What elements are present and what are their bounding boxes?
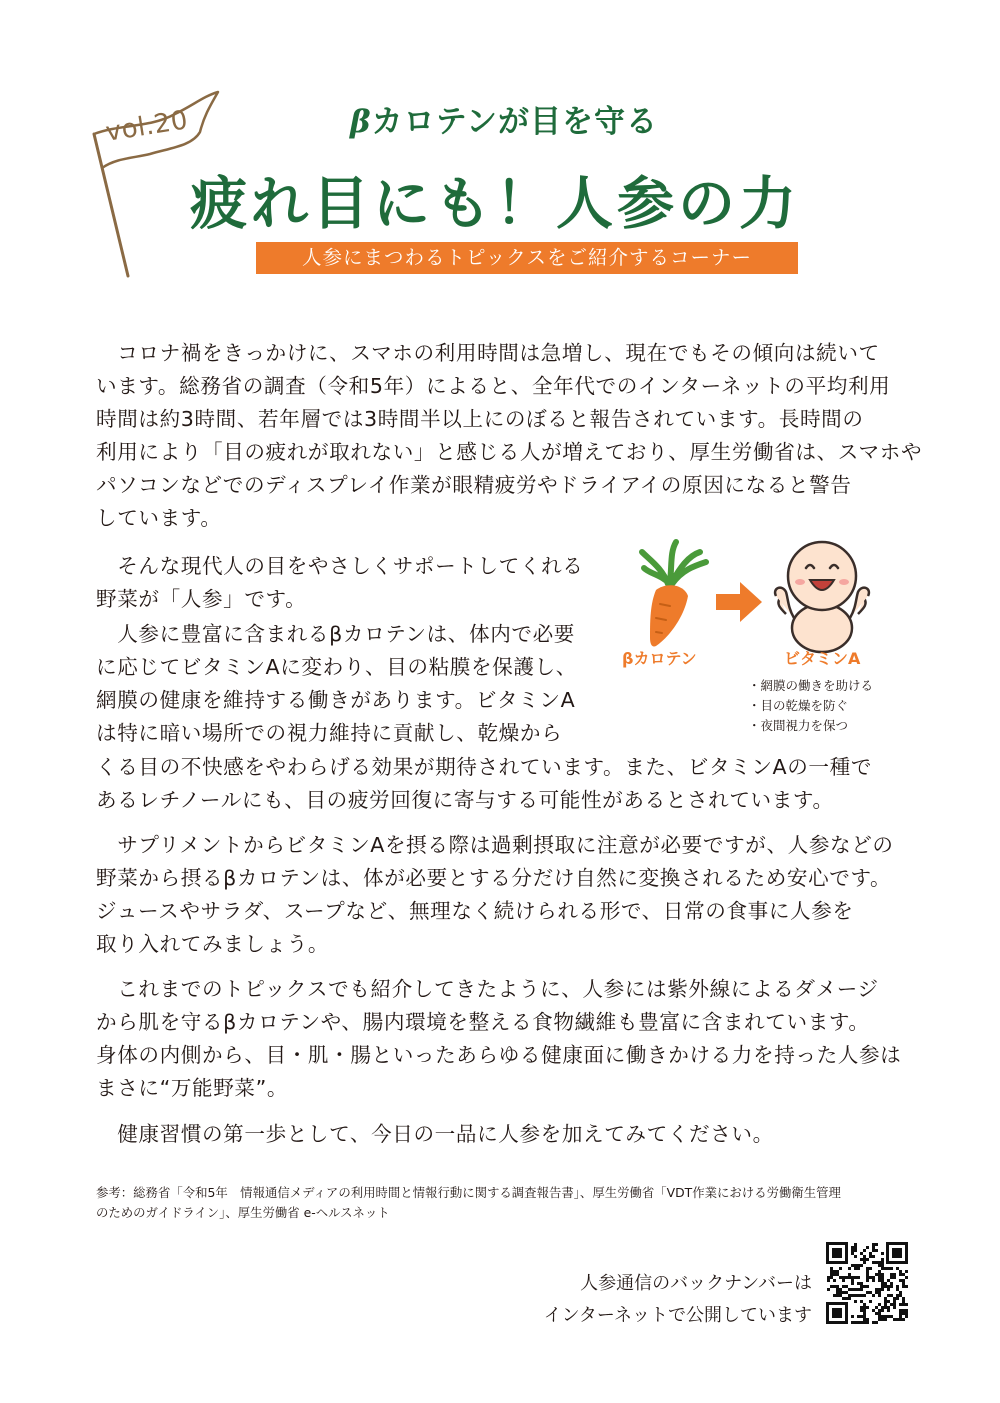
text-line: これまでのトピックスでも紹介してきたように、人参には紫外線によるダメージ <box>96 977 879 1001</box>
text-line: あるレチノールにも、目の疲労回復に寄与する可能性があるとされています。 <box>96 788 834 812</box>
paragraph-beta-carotene-continued <box>96 751 916 817</box>
text-line: そんな現代人の目をやさしくサポートしてくれる <box>96 554 584 578</box>
text-line: から肌を守るβカロテンや、腸内環境を整える食物繊維も豊富に含まれています。 <box>96 1010 870 1034</box>
paragraph-intro <box>96 337 923 535</box>
text-line: います。総務省の調査（令和5年）によると、全年代でのインターネットの平均利用 <box>96 374 891 398</box>
text-line: しています。 <box>96 506 222 530</box>
text-line: 身体の内側から、目・肌・腸といったあらゆる健康面に働きかける力を持った人参は <box>96 1043 902 1067</box>
beta-carotene-caption: βカロテン <box>622 649 697 668</box>
paragraph-carrot-intro <box>96 550 596 616</box>
paragraph-versatile-vegetable <box>96 973 916 1105</box>
benefit-item: ・夜間視力を保つ <box>748 718 849 733</box>
text-line: コロナ禍をきっかけに、スマホの利用時間は急増し、現在でもその傾向は続いて <box>96 341 880 365</box>
vitamin-a-benefits-list <box>748 676 873 736</box>
corner-tagline: 人参にまつわるトピックスをご紹介するコーナー <box>256 242 798 274</box>
text-line: に応じてビタミンAに変わり、目の粘膜を保護し、 <box>96 655 577 679</box>
reference-line: のためのガイドライン」、厚生労働省 e-ヘルスネット <box>96 1205 390 1220</box>
qr-code[interactable] <box>826 1242 908 1324</box>
back-number-notice <box>500 1268 812 1332</box>
arrow-right-icon <box>716 582 762 622</box>
benefit-item: ・目の乾燥を防ぐ <box>748 698 849 713</box>
back-number-line: インターネットで公開しています <box>543 1305 812 1326</box>
text-line: 健康習慣の第一歩として、今日の一品に人参を加えてみてください。 <box>96 1122 774 1146</box>
paragraph-supplements <box>96 829 916 961</box>
text-line: 時間は約3時間、若年層では3時間半以上にのぼると報告されています。長時間の <box>96 407 864 431</box>
reference-note <box>96 1183 926 1223</box>
text-line: は特に暗い場所での視力維持に貢献し、乾燥から <box>96 721 563 745</box>
text-line: 取り入れてみましょう。 <box>96 932 330 956</box>
page-subtitle <box>350 96 700 141</box>
carrot-icon <box>642 542 706 647</box>
reference-line: 参考：総務省「令和5年 情報通信メディアの利用時間と情報行動に関する調査報告書」、厚生労働省「VDT作業における労働衛生管理 <box>96 1185 841 1200</box>
subtitle-text: カロテンが目を守る <box>371 104 659 140</box>
text-line: 網膜の健康を維持する働きがあります。ビタミンA <box>96 688 576 712</box>
paragraph-beta-carotene <box>96 618 596 750</box>
paragraph-closing <box>96 1118 916 1151</box>
beta-symbol: β <box>350 104 372 140</box>
text-line: 利用により「目の疲れが取れない」と感じる人が増えており、厚生労働省は、スマホや <box>96 440 923 464</box>
text-line: くる目の不快感をやわらげる効果が期待されています。また、ビタミンAの一種で <box>96 755 873 779</box>
text-line: 人参に豊富に含まれるβカロテンは、体内で必要 <box>96 622 575 646</box>
back-number-line: 人参通信のバックナンバーは <box>580 1273 812 1294</box>
text-line: サプリメントからビタミンAを摂る際は過剰摂取に注意が必要ですが、人参などの <box>96 833 894 857</box>
page-title: 疲れ目にも！人参の力 <box>190 171 800 237</box>
volume-label: vol.20 <box>103 105 191 148</box>
text-line: パソコンなどでのディスプレイ作業が眼精疲労やドライアイの原因になると警告 <box>96 473 852 497</box>
vitamin-a-caption: ビタミンA <box>784 649 861 668</box>
text-line: 野菜が「人参」です。 <box>96 587 307 611</box>
text-line: まさに“万能野菜”。 <box>96 1076 289 1100</box>
smiling-face-icon <box>775 542 869 652</box>
text-line: 野菜から摂るβカロテンは、体が必要とする分だけ自然に変換されるため安心です。 <box>96 866 892 890</box>
text-line: ジュースやサラダ、スープなど、無理なく続けられる形で、日常の食事に人参を <box>96 899 854 923</box>
benefit-item: ・網膜の働きを助ける <box>748 678 874 693</box>
